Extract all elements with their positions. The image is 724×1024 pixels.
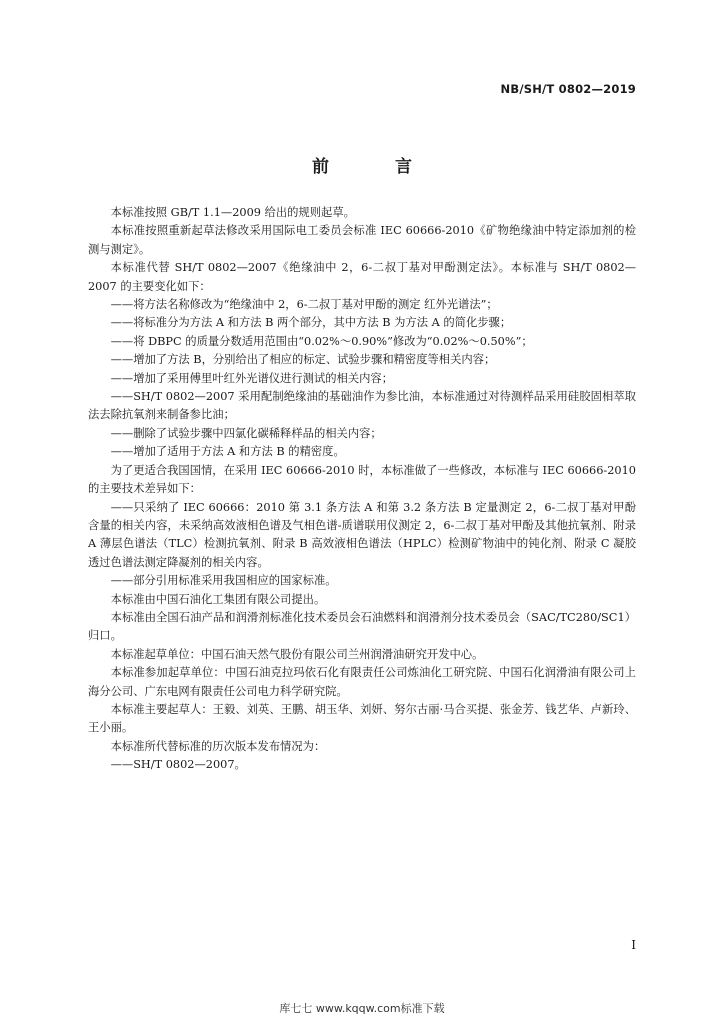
list-item: ——将标准分为方法 A 和方法 B 两个部分，其中方法 B 为方法 A 的简化步骤； — [110, 316, 512, 330]
list-item: ——删除了试验步骤中四氯化碳稀释样品的相关内容； — [110, 426, 382, 440]
paragraph: 本标准所代替标准的历次版本发布情况为： — [110, 739, 326, 753]
paragraph: 本标准由全国石油产品和润滑剂标准化技术委员会石油燃料和润滑剂分技术委员会（SAC/TC280/SC1）归口。 — [88, 610, 636, 643]
list-item: ——只采纳了 IEC 60666：2010 第 3.1 条方法 A 和第 3.2 条方法 B 定量测定 2，6-二叔丁基对甲酚含量的相关内容，未采纳高效液相色谱及气相色谱-质谱联用仪测定 2，6-二叔丁基对甲酚及其他抗氧剂、附录 A 薄层色谱法（TLC）检测抗氧剂、附录 B 高效液相色谱法（HPLC）检测矿物油中的钝化剂、附录 C 凝胶透过色谱法测定降凝剂的相关内容。 — [88, 500, 636, 569]
list-item: ——SH/T 0802—2007 采用配制绝缘油的基础油作为参比油，本标准通过对待测样品采用硅胶固相萃取法去除抗氧剂来制备参比油； — [88, 390, 636, 422]
list-item: ——增加了方法 B，分别给出了相应的标定、试验步骤和精密度等相关内容； — [110, 353, 496, 367]
paragraph: 为了更适合我国国情，在采用 IEC 60666-2010 时，本标准做了一些修改，本标准与 IEC 60666-2010 的主要技术差异如下： — [88, 463, 636, 496]
list-item: ——部分引用标准采用我国相应的国家标准。 — [110, 574, 337, 588]
foreword-body — [88, 204, 636, 775]
paragraph: 本标准按照重新起草法修改采用国际电工委员会标准 IEC 60666-2010《矿物绝缘油中特定添加剂的检测与测定》。 — [88, 224, 636, 256]
list-item: ——将方法名称修改为“绝缘油中 2，6-二叔丁基对甲酚的测定 红外光谱法”； — [110, 298, 498, 312]
page-number: I — [631, 938, 636, 952]
paragraph: 本标准由中国石油化工集团有限公司提出。 — [110, 592, 326, 606]
paragraph: 本标准按照 GB/T 1.1—2009 给出的规则起草。 — [110, 206, 355, 219]
list-item: ——增加了适用于方法 A 和方法 B 的精密度。 — [110, 445, 345, 459]
page-title: 前 言 — [312, 157, 442, 177]
paragraph: 本标准主要起草人：王毅、刘英、王鹏、胡玉华、刘妍、努尔古丽·马合买提、张金芳、钱艺华、卢新玲、王小丽。 — [88, 702, 636, 735]
footer-watermark: 库七七 www.kqqw.com标准下载 — [279, 1002, 445, 1015]
paragraph: 本标准参加起草单位：中国石油克拉玛依石化有限责任公司炼油化工研究院、中国石化润滑油有限公司上海分公司、广东电网有限责任公司电力科学研究院。 — [88, 666, 636, 698]
standard-code: NB/SH/T 0802—2019 — [500, 82, 636, 96]
list-item: ——将 DBPC 的质量分数适用范围由“0.02%～0.90%”修改为“0.02%～0.50%”； — [110, 334, 533, 348]
paragraph: 本标准代替 SH/T 0802—2007《绝缘油中 2，6-二叔丁基对甲酚测定法》。本标准与 SH/T 0802—2007 的主要变化如下： — [88, 261, 636, 293]
paragraph: 本标准起草单位：中国石油天然气股份有限公司兰州润滑油研究开发中心。 — [110, 647, 484, 661]
list-item: ——增加了采用傅里叶红外光谱仪进行测试的相关内容； — [110, 371, 394, 385]
list-item: ——SH/T 0802—2007。 — [110, 758, 246, 772]
